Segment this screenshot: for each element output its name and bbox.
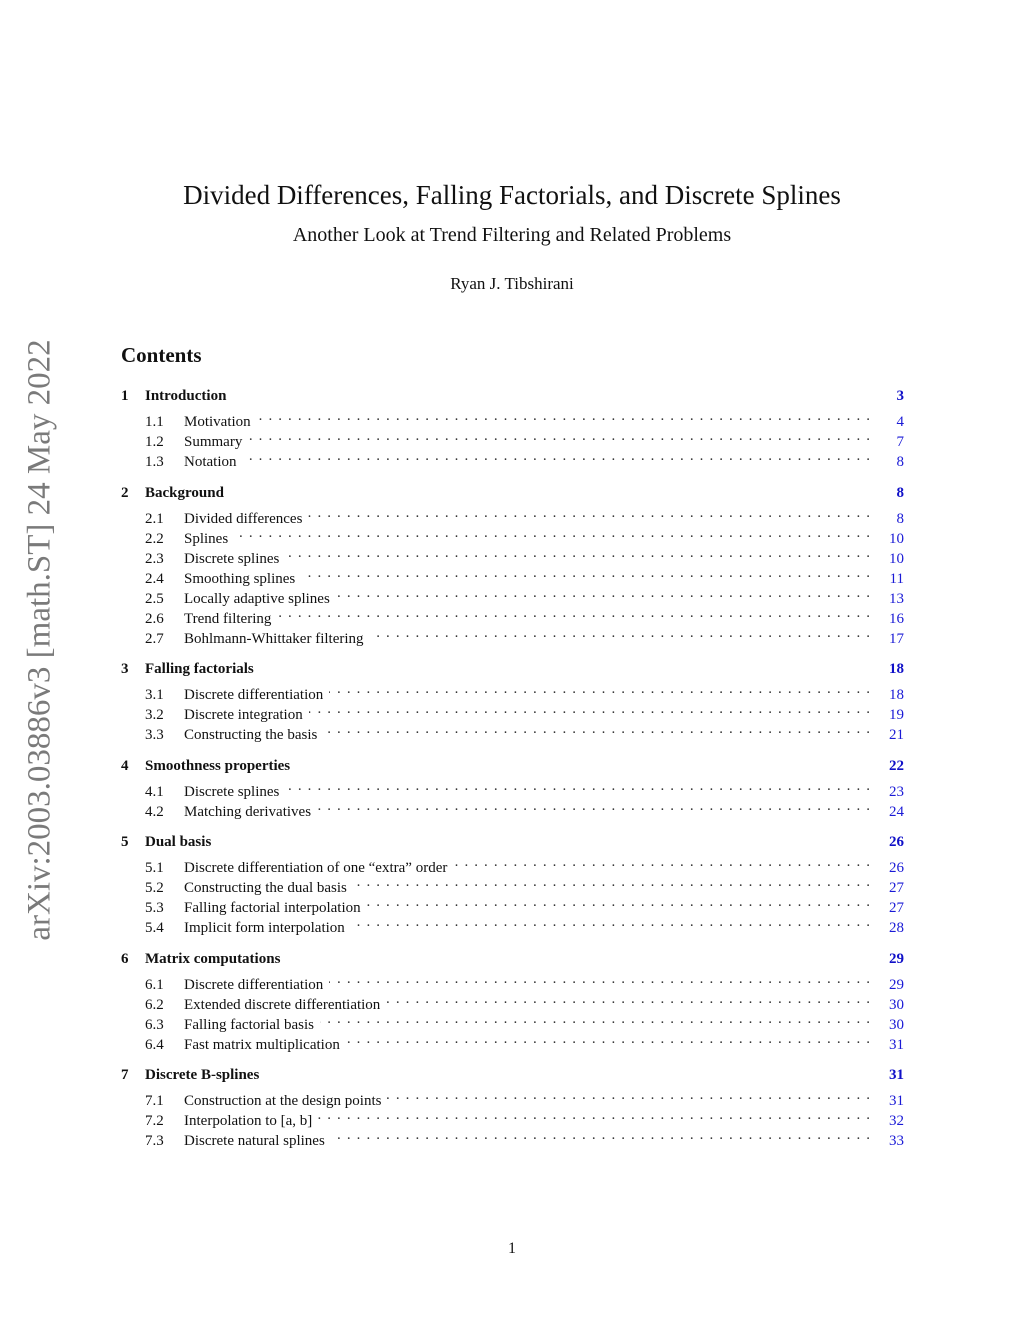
toc-section-title: Discrete B-splines [145, 1067, 260, 1083]
toc-page-link[interactable]: 27 [889, 900, 904, 916]
toc-page-link[interactable]: 28 [889, 920, 904, 936]
dot-leader [370, 623, 886, 643]
toc-subsection-number: 5.2 [145, 880, 164, 896]
toc-section-number: 7 [121, 1067, 129, 1083]
toc-section-number: 3 [121, 661, 129, 677]
toc-subsection-title: Summary [184, 434, 243, 450]
toc-page-link[interactable]: 10 [889, 530, 904, 547]
toc-page-link[interactable]: 18 [889, 687, 904, 703]
toc-page-link[interactable]: 32 [889, 1113, 904, 1129]
toc-page-link[interactable]: 10 [889, 550, 904, 567]
dot-leader [285, 776, 886, 796]
toc-subsection-title: Constructing the basis [184, 727, 318, 743]
toc-subsection-entry[interactable] [121, 503, 904, 527]
toc-subsection-entry[interactable] [121, 776, 904, 800]
toc-page-link[interactable]: 4 [896, 414, 904, 430]
toc-section [121, 832, 904, 936]
toc-page-link[interactable]: 33 [889, 1133, 904, 1149]
toc-subsection-title: Discrete differentiation of one “extra” order [184, 860, 448, 876]
dot-leader [351, 912, 886, 932]
dot-leader [243, 446, 887, 466]
toc-subsection-title: Trend filtering [184, 610, 272, 627]
toc-subsection-number: 4.2 [145, 803, 164, 820]
toc-page-link[interactable]: 16 [889, 610, 904, 627]
toc-page-link[interactable]: 30 [889, 1016, 904, 1033]
toc-page-link[interactable]: 17 [889, 630, 904, 647]
dot-leader [387, 1085, 886, 1105]
toc-section-number: 1 [121, 388, 129, 404]
toc-subsection-entry[interactable] [121, 852, 904, 876]
dot-leader [367, 892, 886, 912]
toc-page-link[interactable]: 21 [889, 727, 904, 743]
toc-page-link[interactable]: 26 [889, 860, 904, 876]
toc-subsection-number: 7.1 [145, 1093, 164, 1109]
toc-subsection-title: Constructing the dual basis [184, 880, 347, 896]
toc-section-title: Background [145, 484, 224, 501]
dot-leader [320, 1009, 886, 1029]
toc-page-link[interactable]: 24 [889, 803, 904, 820]
author-name: Ryan J. Tibshirani [450, 274, 574, 293]
toc-section-entry[interactable] [121, 659, 904, 679]
toc-subsection-number: 1.1 [145, 414, 164, 430]
toc-subsection-number: 5.1 [145, 860, 164, 876]
dot-leader [346, 1029, 886, 1049]
toc-subsection-title: Discrete differentiation [184, 976, 324, 993]
toc-subsection-number: 2.5 [145, 590, 164, 607]
toc-subsection-number: 2.3 [145, 550, 164, 567]
toc-subsection-number: 7.3 [145, 1133, 164, 1149]
dot-leader [329, 679, 886, 699]
toc-subsection-number: 4.1 [145, 783, 164, 800]
dot-leader [248, 426, 886, 446]
toc-page-link[interactable]: 29 [889, 976, 904, 993]
dot-leader [323, 719, 886, 739]
toc-subsection-entry[interactable] [121, 523, 904, 547]
paper-subtitle: Another Look at Trend Filtering and Related Problems [292, 224, 732, 246]
toc-subsection-entry[interactable] [121, 679, 904, 703]
toc-subsection-number: 6.3 [145, 1016, 164, 1033]
toc-subsection-number: 3.1 [145, 687, 164, 703]
toc-subsection-number: 6.1 [145, 976, 164, 993]
dot-leader [331, 1125, 886, 1145]
toc-section-title: Introduction [145, 388, 227, 404]
toc-subsection-title: Discrete splines [184, 783, 280, 800]
dot-leader [257, 406, 886, 426]
dot-leader [309, 699, 886, 719]
toc-page-link[interactable]: 8 [896, 510, 904, 527]
toc-section-entry[interactable] [121, 949, 904, 969]
toc-page-link[interactable]: 22 [889, 757, 904, 774]
contents-heading: Contents [121, 343, 202, 367]
toc-page-link[interactable]: 11 [889, 570, 904, 587]
toc-subsection-title: Locally adaptive splines [184, 590, 330, 607]
toc-subsection-number: 2.1 [145, 510, 164, 527]
toc-subsection-title: Discrete differentiation [184, 687, 324, 703]
toc-section-entry[interactable] [121, 1065, 904, 1085]
dot-leader [336, 583, 886, 603]
toc-subsection-title: Splines [184, 530, 229, 547]
dot-leader [386, 989, 886, 1009]
toc-subsection-title: Bohlmann-Whittaker filtering [184, 630, 364, 647]
toc-subsection-title: Discrete integration [184, 707, 303, 723]
toc-page-link[interactable]: 23 [889, 783, 904, 800]
dot-leader [318, 1105, 886, 1125]
toc-subsection-number: 5.3 [145, 900, 164, 916]
toc-section [121, 483, 904, 647]
toc-subsection-number: 6.4 [145, 1036, 164, 1053]
toc-section-number: 2 [121, 484, 129, 501]
toc-subsection-entry[interactable] [121, 406, 904, 430]
toc-subsection-number: 7.2 [145, 1113, 164, 1129]
toc-subsection-title: Extended discrete differentiation [184, 996, 381, 1013]
toc-subsection-title: Matching derivatives [184, 803, 312, 820]
toc-subsection-number: 6.2 [145, 996, 164, 1013]
toc-section-title: Smoothness properties [145, 757, 291, 774]
toc-subsection-number: 5.4 [145, 920, 164, 936]
toc-subsection-title: Interpolation to [a, b] [184, 1113, 313, 1129]
toc-subsection-number: 2.6 [145, 610, 164, 627]
dot-leader [329, 969, 886, 989]
toc-subsection-number: 2.2 [145, 530, 164, 547]
toc-page-link[interactable]: 19 [889, 707, 904, 723]
toc-subsection-entry[interactable] [121, 1085, 904, 1109]
toc-subsection-number: 2.7 [145, 630, 164, 647]
toc-subsection-title: Notation [184, 454, 237, 470]
toc-section-title: Dual basis [145, 834, 212, 850]
toc-subsection-title: Discrete natural splines [184, 1133, 325, 1149]
toc-section [121, 756, 904, 820]
toc-section-entry[interactable] [121, 756, 904, 776]
toc-section-title: Falling factorials [145, 661, 254, 677]
toc-page-link[interactable]: 3 [896, 388, 904, 404]
toc-subsection-entry[interactable] [121, 543, 904, 567]
toc-subsection-title: Falling factorial basis [184, 1016, 314, 1033]
toc-page-link[interactable]: 7 [896, 434, 904, 450]
toc-page-link[interactable]: 13 [889, 590, 904, 607]
toc-subsection-number: 2.4 [145, 570, 164, 587]
page-number: 1 [508, 1240, 516, 1257]
toc-subsection-title: Divided differences [184, 510, 303, 527]
toc-section [121, 1065, 904, 1149]
dot-leader [301, 563, 886, 583]
toc-page-link[interactable]: 31 [889, 1093, 904, 1109]
toc-subsection-title: Fast matrix multiplication [184, 1036, 340, 1053]
table-of-contents [121, 386, 904, 1162]
toc-section-title: Matrix computations [145, 950, 281, 967]
dot-leader [285, 543, 886, 563]
toc-subsection-title: Construction at the design points [184, 1093, 382, 1109]
toc-subsection-number: 1.3 [145, 454, 164, 470]
dot-leader [317, 796, 886, 816]
toc-page-link[interactable]: 18 [889, 661, 904, 677]
toc-section-number: 5 [121, 834, 129, 850]
toc-section-number: 6 [121, 950, 129, 967]
toc-page-link[interactable]: 31 [889, 1067, 904, 1083]
toc-subsection-title: Motivation [184, 414, 251, 430]
dot-leader [453, 852, 886, 872]
toc-page-link[interactable]: 30 [889, 996, 904, 1013]
toc-section-number: 4 [121, 757, 129, 774]
toc-section-entry[interactable] [121, 386, 904, 406]
toc-section-entry[interactable] [121, 832, 904, 852]
arxiv-identifier-stamp: arXiv:2003.03886v3 [math.ST] 24 May 2022 [21, 339, 58, 941]
toc-subsection-number: 3.3 [145, 727, 164, 743]
paper-title: Divided Differences, Falling Factorials, and Discrete Splines [183, 180, 841, 210]
toc-page-link[interactable]: 8 [896, 484, 904, 501]
toc-page-link[interactable]: 29 [889, 950, 904, 967]
dot-leader [234, 523, 886, 543]
toc-subsection-title: Smoothing splines [184, 570, 296, 587]
toc-section-entry[interactable] [121, 483, 904, 503]
toc-subsection-number: 1.2 [145, 434, 164, 450]
toc-page-link[interactable]: 31 [889, 1036, 904, 1053]
toc-subsection-entry[interactable] [121, 969, 904, 993]
toc-section [121, 949, 904, 1053]
toc-page-link[interactable]: 26 [889, 834, 904, 850]
dot-leader [277, 603, 886, 623]
toc-subsection-title: Discrete splines [184, 550, 280, 567]
toc-page-link[interactable]: 8 [896, 454, 904, 470]
dot-leader [308, 503, 886, 523]
toc-section [121, 386, 904, 470]
toc-subsection-title: Implicit form interpolation [184, 920, 345, 936]
toc-subsection-title: Falling factorial interpolation [184, 900, 361, 916]
dot-leader [353, 872, 886, 892]
toc-subsection-number: 3.2 [145, 707, 164, 723]
toc-page-link[interactable]: 27 [889, 880, 904, 896]
toc-section [121, 659, 904, 743]
